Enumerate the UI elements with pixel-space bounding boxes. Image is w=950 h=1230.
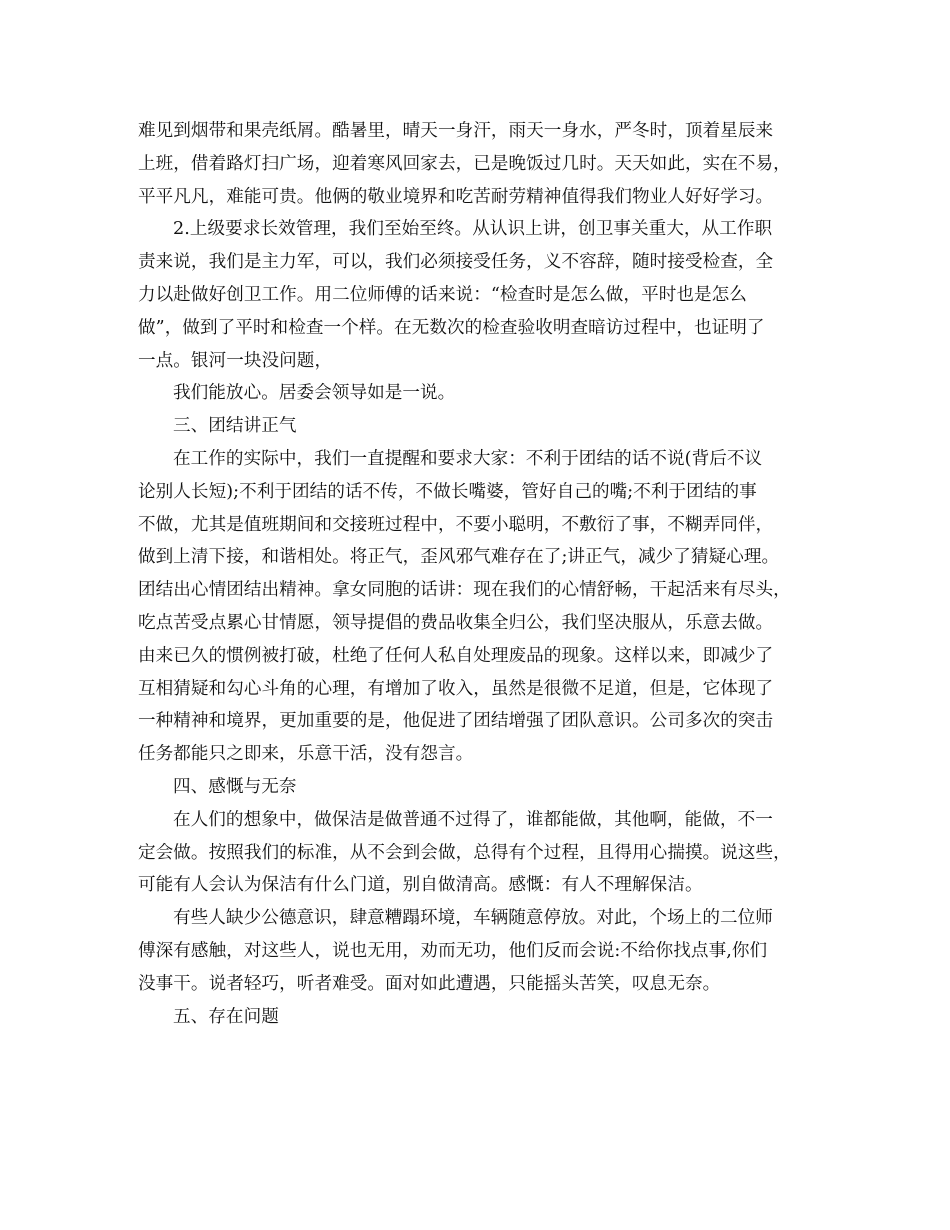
text-line: 傅深有感触，对这些人，说也无用，劝而无功，他们反而会说:不给你找点事,你们 xyxy=(138,940,768,961)
text-line: 责来说，我们是主力军，可以，我们必须接受任务，义不容辞，随时接受检查，全 xyxy=(138,252,774,273)
text-line: 在工作的实际中，我们一直提醒和要求大家：不利于团结的话不说(背后不议 xyxy=(173,448,763,469)
section-heading: 五、存在问题 xyxy=(173,1006,279,1027)
text-line: 一点。银河一块没问题， xyxy=(138,350,333,371)
text-line: 做”，做到了平时和检查一个样。在无数次的检查验收明查暗访过程中，也证明了 xyxy=(138,317,765,338)
paragraph-3 xyxy=(138,377,828,410)
text-line: 在人们的想象中，做保洁是做普通不过得了，谁都能做，其他啊，能做，不一 xyxy=(173,809,773,830)
text-line: 团结出心情团结出精神。拿女同胞的话讲：现在我们的心情舒畅，干起活来有尽头， xyxy=(138,580,791,601)
section-heading-3 xyxy=(138,410,828,443)
text-line: 一种精神和境界，更加重要的是，他促进了团结增强了团队意识。公司多次的突击 xyxy=(138,711,774,732)
text-line: 做到上清下接，和谐相处。将正气，歪风邪气难存在了;讲正气，减少了猜疑心理。 xyxy=(138,547,780,568)
paragraph-8 xyxy=(138,902,828,1000)
document-body xyxy=(138,115,828,1033)
text-line: 不做，尤其是值班期间和交接班过程中，不要小聪明，不敷衍了事，不糊弄同伴， xyxy=(138,514,774,535)
paragraph-2 xyxy=(138,213,828,377)
text-line: 有些人缺少公德意识，肆意糟蹋环境，车辆随意停放。对此，个场上的二位师 xyxy=(173,908,773,929)
paragraph-7 xyxy=(138,804,828,902)
text-line: 2.上级要求长效管理，我们至始至终。从认识上讲，创卫事关重大，从工作职 xyxy=(173,219,773,240)
text-line: 互相猜疑和勾心斗角的心理，有增加了收入，虽然是很微不足道，但是，它体现了 xyxy=(138,678,774,699)
text-line: 论别人长短);不利于团结的话不传，不做长嘴婆，管好自己的嘴;不利于团结的事 xyxy=(138,481,757,502)
text-line: 由来已久的惯例被打破，杜绝了任何人私自处理废品的现象。这样以来，即减少了 xyxy=(138,645,774,666)
text-line: 上班，借着路灯扫广场，迎着寒风回家去，已是晚饭过几时。天天如此，实在不易， xyxy=(138,153,791,174)
section-heading: 四、感慨与无奈 xyxy=(173,776,297,797)
text-line: 难见到烟带和果壳纸屑。酷暑里，晴天一身汗，雨天一身水，严冬时，顶着星辰来 xyxy=(138,121,774,141)
section-heading-5 xyxy=(138,1001,828,1034)
section-heading-4 xyxy=(138,771,828,804)
text-line: 定会做。按照我们的标准，从不会到会做，总得有个过程，且得用心揣摸。说这些， xyxy=(138,842,791,863)
text-line: 可能有人会认为保洁有什么门道，别自做清高。感慨：有人不理解保洁。 xyxy=(138,875,703,896)
text-line: 任务都能只之即来，乐意干活，没有怨言。 xyxy=(138,744,474,765)
text-line: 平平凡凡，难能可贵。他俩的敬业境界和吃苦耐劳精神值得我们物业人好好学习。 xyxy=(138,186,774,207)
paragraph-5 xyxy=(138,443,828,771)
text-line: 没事干。说者轻巧，听者难受。面对如此遭遇，只能摇头苦笑，叹息无奈。 xyxy=(138,973,721,994)
text-line: 力以赴做好创卫工作。用二位师傅的话来说：“检查时是怎么做，平时也是怎么 xyxy=(138,284,747,305)
text-line: 我们能放心。居委会领导如是一说。 xyxy=(173,383,456,404)
section-heading: 三、团结讲正气 xyxy=(173,416,297,437)
paragraph-1 xyxy=(138,115,828,213)
text-line: 吃点苦受点累心甘情愿，领导提倡的费品收集全归公，我们坚决服从，乐意去做。 xyxy=(138,612,774,633)
